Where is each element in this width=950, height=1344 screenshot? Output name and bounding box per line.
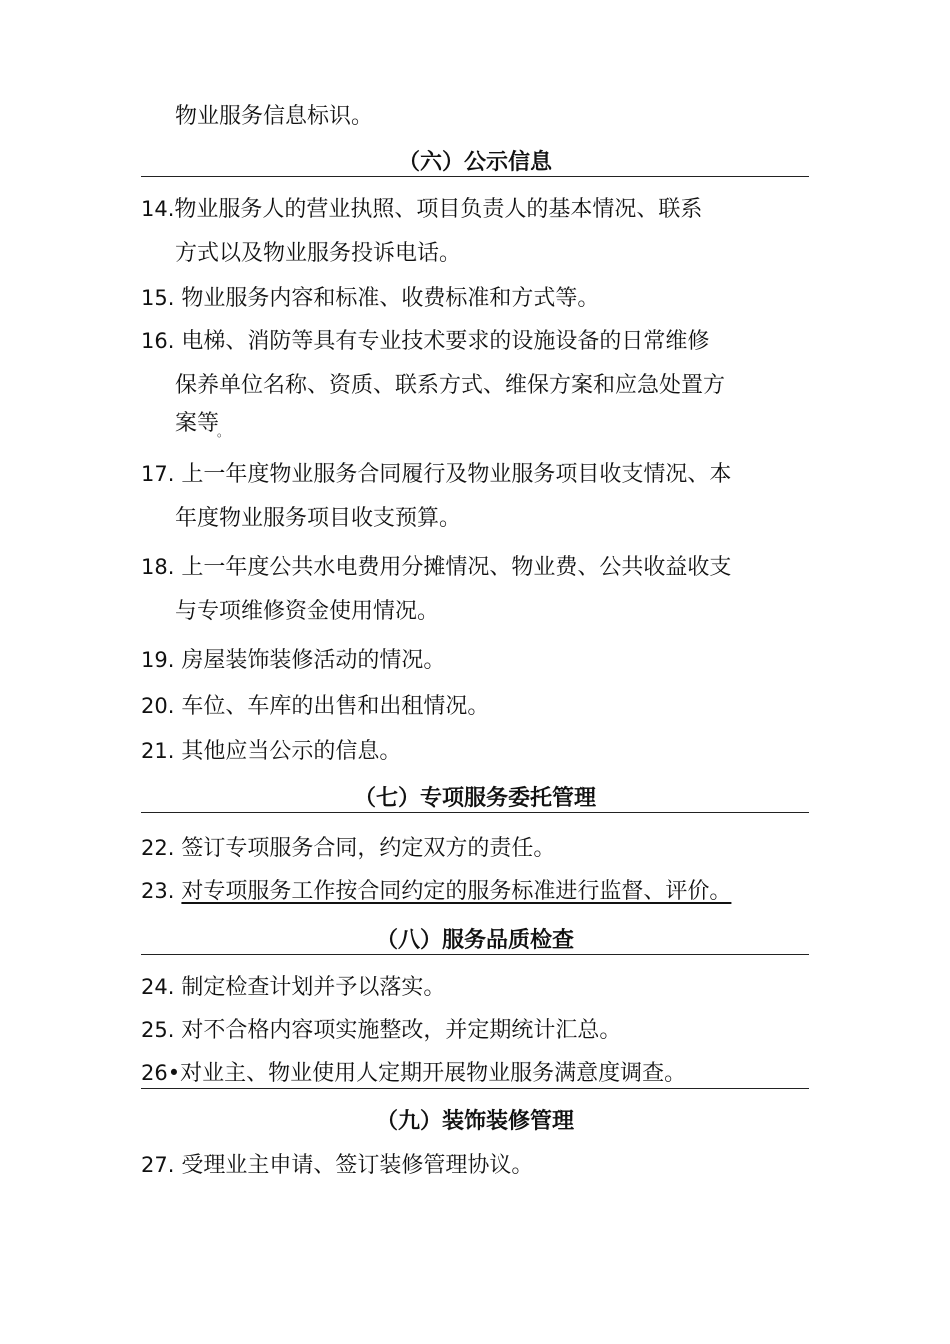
list-item-20 xyxy=(141,692,489,721)
item-number: 22. xyxy=(141,836,175,860)
item-text: 上一年度公共水电费用分摊情况、物业费、公共收益收支 xyxy=(181,555,732,580)
list-item-18-cont: 与专项维修资金使用情况。 xyxy=(175,599,440,624)
item-number: 15. xyxy=(141,286,175,310)
item-number: 23. xyxy=(141,879,175,903)
item-text: 上一年度物业服务合同履行及物业服务项目收支情况、本 xyxy=(181,462,732,487)
item-text: 其他应当公示的信息。 xyxy=(181,739,402,764)
item-punct: 。 xyxy=(217,425,230,439)
list-item-15 xyxy=(141,284,599,313)
item-number: 19. xyxy=(141,648,175,672)
item-number: 21. xyxy=(141,739,175,763)
item-text: 物业服务内容和标准、收费标准和方式等。 xyxy=(181,286,600,311)
list-item-24 xyxy=(141,973,445,1002)
list-item-23 xyxy=(141,877,731,906)
item-number: 16. xyxy=(141,329,175,353)
list-item-14 xyxy=(141,195,702,224)
list-item-17 xyxy=(141,460,731,489)
list-item-25 xyxy=(141,1016,621,1045)
item-text: 电梯、消防等具有专业技术要求的设施设备的日常维修 xyxy=(181,329,710,354)
item-text: 制定检查计划并予以落实。 xyxy=(181,975,446,1000)
item-text: 物业服务人的营业执照、项目负责人的基本情况、联系 xyxy=(174,197,703,222)
list-item-16 xyxy=(141,327,709,356)
item-text: 签订专项服务合同，约定双方的责任。 xyxy=(181,836,556,861)
list-item-27 xyxy=(141,1151,533,1180)
item-number: 26• xyxy=(141,1061,181,1085)
divider-rule xyxy=(141,1088,809,1089)
item-text: 房屋装饰装修活动的情况。 xyxy=(181,648,446,673)
list-item-18 xyxy=(141,553,731,582)
item-text: 案等 xyxy=(175,411,220,436)
section-heading-9: （九）装饰装修管理 xyxy=(375,1108,574,1134)
section-heading-6: （六）公示信息 xyxy=(141,148,809,177)
list-item-16-cont: 保养单位名称、资质、联系方式、维保方案和应急处置方 xyxy=(175,373,726,398)
item-text: 受理业主申请、签订装修管理协议。 xyxy=(181,1153,534,1178)
section-heading-8: （八）服务品质检查 xyxy=(141,926,809,955)
item-number: 17. xyxy=(141,462,175,486)
list-item-19 xyxy=(141,646,445,675)
item-number: 20. xyxy=(141,694,175,718)
item-number: 14. xyxy=(141,197,175,221)
list-item-14-cont: 方式以及物业服务投诉电话。 xyxy=(175,241,462,266)
item-text: 对不合格内容项实施整改，并定期统计汇总。 xyxy=(181,1018,622,1043)
list-item-22 xyxy=(141,834,555,863)
continuation-text: 物业服务信息标识。 xyxy=(175,104,374,129)
item-text: 对业主、物业使用人定期开展物业服务满意度调查。 xyxy=(180,1061,687,1086)
list-item-21 xyxy=(141,737,401,766)
list-item-26 xyxy=(141,1059,686,1088)
item-number: 27. xyxy=(141,1153,175,1177)
item-number: 25. xyxy=(141,1018,175,1042)
list-item-16-cont2 xyxy=(175,410,231,440)
section-heading-7: （七）专项服务委托管理 xyxy=(141,784,809,813)
item-text: 对专项服务工作按合同约定的服务标准进行监督、评价。 xyxy=(181,879,732,904)
item-number: 18. xyxy=(141,555,175,579)
item-text: 车位、车库的出售和出租情况。 xyxy=(181,694,490,719)
item-number: 24. xyxy=(141,975,175,999)
list-item-17-cont: 年度物业服务项目收支预算。 xyxy=(175,506,462,531)
